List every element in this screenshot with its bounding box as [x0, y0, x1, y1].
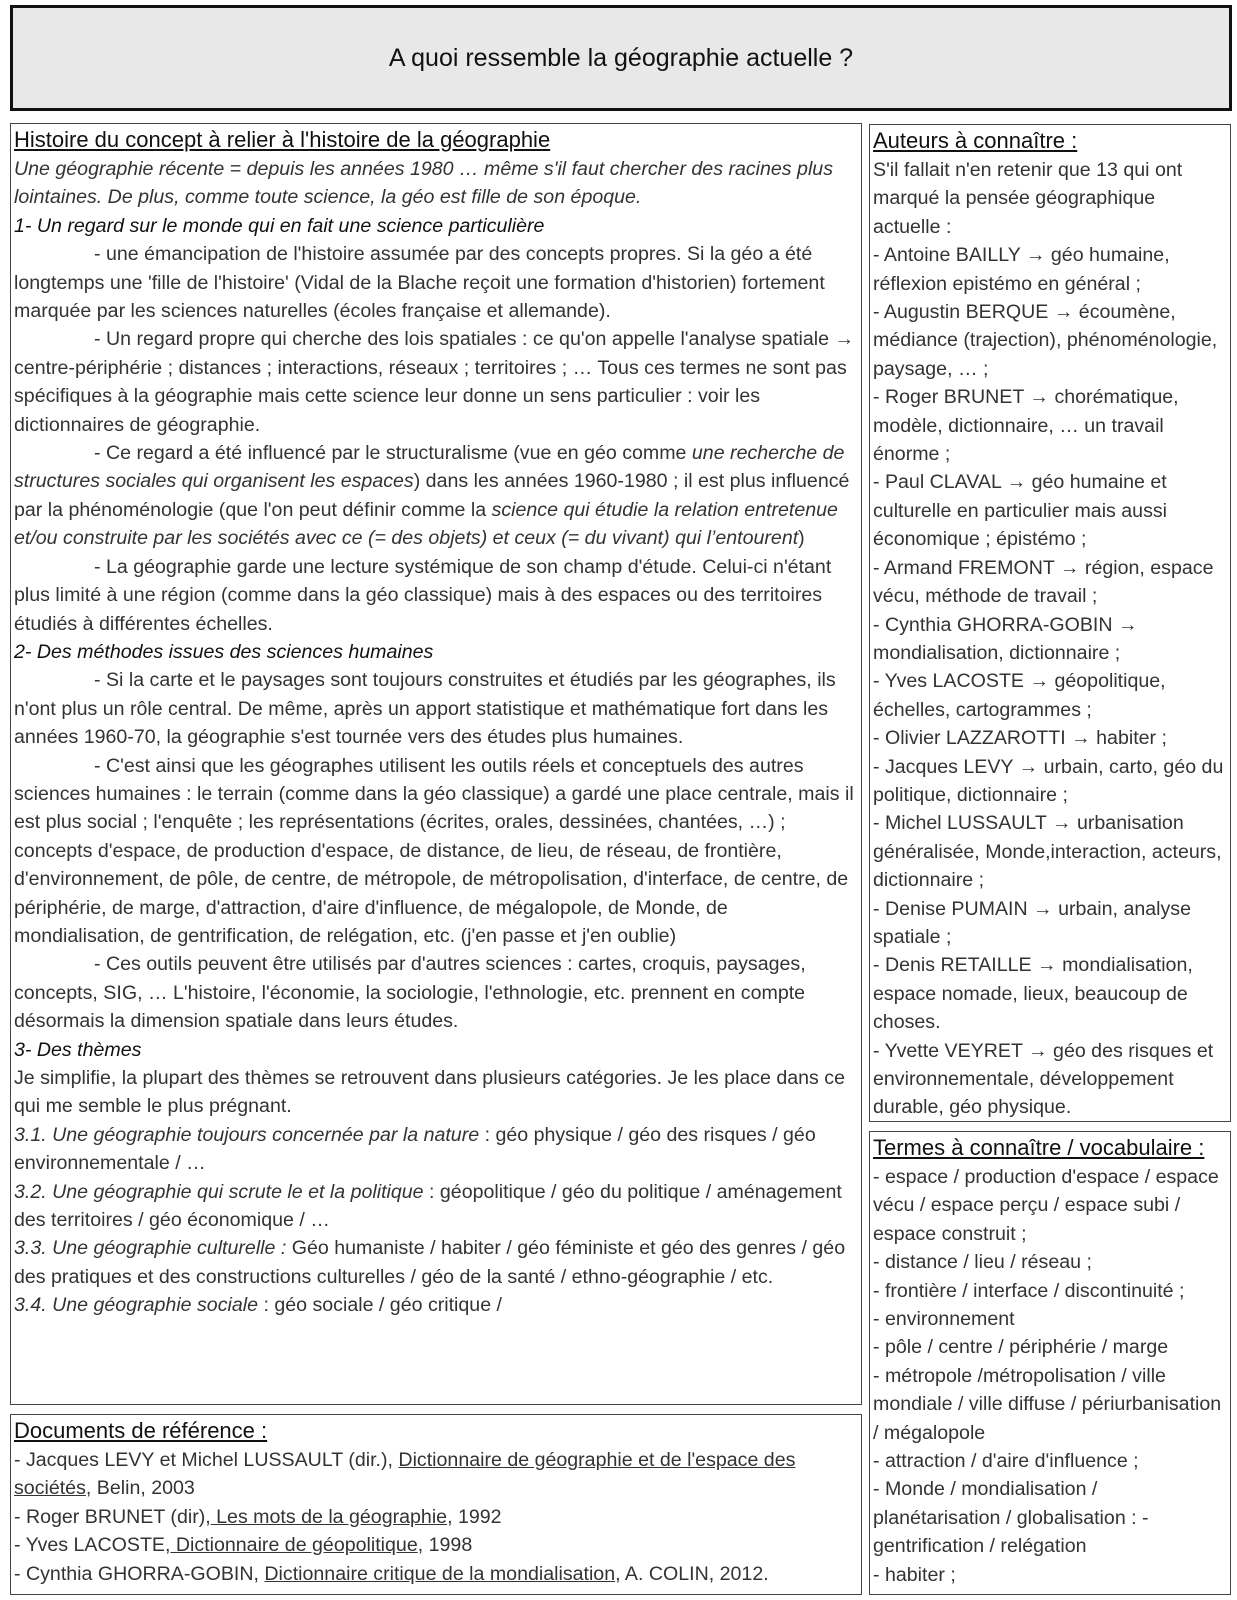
author-item: - Yves LACOSTE → géopolitique, échelles, cartogrammes ; — [873, 670, 1166, 721]
reference-item — [14, 1531, 858, 1559]
reference-item — [14, 1560, 858, 1588]
theme-label: 3.3. Une géographie culturelle : — [14, 1237, 287, 1260]
term-item: - attraction / d'aire d'influence ; — [873, 1450, 1139, 1473]
term-item: - distance / lieu / réseau ; — [873, 1251, 1092, 1274]
theme-item — [14, 1291, 858, 1319]
section-1-title: 1- Un regard sur le monde qui en fait une science particulière — [14, 214, 545, 237]
term-item: - frontière / interface / discontinuité ; — [873, 1279, 1185, 1302]
reference-author: - Jacques LEVY et Michel LUSSAULT (dir.), — [14, 1449, 399, 1471]
term-item: - pôle / centre / périphérie / marge — [873, 1336, 1169, 1359]
terms-heading: Termes à connaître / vocabulaire : — [873, 1135, 1205, 1160]
reference-item — [14, 1503, 858, 1531]
reference-title: Dictionnaire critique de la mondialisation — [264, 1562, 616, 1585]
theme-text: : géo sociale / géo critique / — [258, 1294, 502, 1317]
references-panel — [10, 1414, 862, 1595]
author-item: - Denise PUMAIN → urbain, analyse spatiale ; — [873, 897, 1191, 948]
theme-item — [14, 1234, 858, 1291]
author-item: - Roger BRUNET → chorématique, modèle, dictionnaire, … un travail énorme ; — [873, 386, 1179, 466]
term-item: - environnement — [873, 1308, 1015, 1331]
p3-part-d: science qui étudie la relation entretenue et/ou construite par les sociétés avec ce (= des objets) et ceux (= du vivant) qui l’entourent — [14, 498, 838, 550]
references-heading: Documents de référence : — [14, 1418, 268, 1443]
p3-part-c: ) dans les années 1960-1980 ; il est plus influencé par la phénoménologie (que l'on peut définir comme la — [14, 470, 850, 521]
authors-intro: S'il fallait n'en retenir que 13 qui ont marqué la pensée géographique actuelle : — [873, 159, 1183, 238]
section-2-paragraph-3: - Ces outils peuvent être utilisés par d'autres sciences : cartes, croquis, paysages, concepts, SIG, … L'histoire, l'économie, la sociologie, l'ethnologie, etc. prennent en compte désormais la dimension spatiale dans leurs études. — [14, 953, 806, 1033]
reference-details: , 1998 — [417, 1534, 473, 1557]
term-item: - métropole /métropolisation / ville mondiale / ville diffuse / périurbanisation / mégalopole — [873, 1364, 1222, 1444]
author-item: - Jacques LEVY → urbain, carto, géo du politique, dictionnaire ; — [873, 755, 1224, 806]
section-1-paragraph-2: - Un regard propre qui cherche des lois spatiales : ce qu'on appelle l'analyse spatiale → centre-périphérie ; distances ; interactions, réseaux ; territoires ; … Tous ces termes ne sont pas spécifiques à la géographie mais cette science leur donne un sens particulier : voir les dictionnaires de géographie. — [14, 328, 855, 436]
theme-item — [14, 1121, 858, 1178]
section-2-paragraph-1: - Si la carte et le paysages sont toujours construites et étudiés par les géographes, ils n'ont plus un rôle central. De même, après un apport statistique et mathématique fort dans les années 1960-70, la géographie s'est tournée vers des études plus humaines. — [14, 669, 836, 749]
author-item: - Yvette VEYRET → géo des risques et environnementale, développement durable, géo physique. — [873, 1039, 1214, 1119]
section-3-intro: Je simplifie, la plupart des thèmes se retrouvent dans plusieurs catégories. Je les place dans ce qui me semble le plus prégnant. — [14, 1067, 845, 1118]
theme-text: : géo physique / géo des risques / géo environnementale / … — [14, 1123, 816, 1175]
author-item: - Denis RETAILLE → mondialisation, espace nomade, lieux, beaucoup de choses. — [873, 954, 1193, 1034]
reference-item — [14, 1446, 858, 1503]
theme-label: 3.1. Une géographie toujours concernée par la nature — [14, 1123, 480, 1146]
reference-details: , 1992 — [447, 1505, 502, 1528]
p3-part-a: - Ce regard a été influencé par le structuralisme (vue en géo comme — [94, 442, 692, 465]
section-1-paragraph-3 — [14, 439, 858, 553]
intro-text: Une géographie récente = depuis les années 1980 … même s'il faut chercher des racines plus lointaines. De plus, comme toute science, la géo est fille de son époque. — [14, 158, 833, 209]
section-2-title: 2- Des méthodes issues des sciences humaines — [14, 640, 434, 663]
author-item: - Cynthia GHORRA-GOBIN → mondialisation, dictionnaire ; — [873, 613, 1138, 664]
reference-details: , A. COLIN, 2012. — [615, 1562, 769, 1585]
authors-heading: Auteurs à connaître : — [873, 128, 1078, 153]
reference-details: , Belin, 2003 — [85, 1477, 195, 1500]
main-panel — [10, 123, 862, 1405]
term-item: - habiter ; — [873, 1563, 956, 1586]
theme-item — [14, 1178, 858, 1235]
reference-author: - Yves LACOSTE, — [14, 1534, 171, 1557]
author-item: - Paul CLAVAL → géo humaine et culturelle en particulier mais aussi économique ; épistémo ; — [873, 471, 1168, 551]
section-2-paragraph-2: - C'est ainsi que les géographes utilisent les outils réels et conceptuels des autres sciences humaines : le terrain (comme dans la géo classique) a gardé une place centrale, mais il est plus social ; l'enquête ; les représentations (écrites, orales, dessinées, chantées, …) ; concepts d'espace, de production d'espace, de distance, de lieu, de réseau, de frontière, d'environnement, de pôle, de centre, de métropole, de métropolisation, d'interface, de centre, de périphérie, de marge, d'attraction, d'aire d'influence, de mégalopole, de Monde, de mondialisation, de gentrification, de relégation, etc. (j'en passe et j'en oublie) — [14, 754, 854, 947]
reference-author: - Cynthia GHORRA-GOBIN, — [14, 1562, 265, 1585]
page-title: A quoi ressemble la géographie actuelle ? — [388, 43, 854, 72]
author-item: - Antoine BAILLY → géo humaine, réflexion epistémo en général ; — [873, 244, 1170, 295]
author-item: - Michel LUSSAULT → urbanisation généralisée, Monde,interaction, acteurs, dictionnaire ; — [873, 812, 1222, 892]
theme-text: Géo humaniste / habiter / géo féministe et géo des genres / géo des pratiques et des constructions culturelles / géo de la santé / ethno-géographie / etc. — [14, 1237, 846, 1288]
terms-panel — [869, 1131, 1231, 1595]
reference-author: - Roger BRUNET (dir), — [14, 1505, 211, 1528]
section-1-paragraph-1: - une émancipation de l'histoire assumée par des concepts propres. Si la géo a été longtemps une 'fille de l'histoire' (Vidal de la Blache reçoit une formation d'historien) fortement marquée par les sciences naturelles (écoles française et allemande). — [14, 243, 825, 323]
reference-title: Les mots de la géographie — [210, 1505, 448, 1528]
reference-title: Dictionnaire de géopolitique — [170, 1534, 418, 1557]
reference-title: Dictionnaire de géographie et de l'espace des sociétés — [14, 1449, 796, 1500]
author-item: - Olivier LAZZAROTTI → habiter ; — [873, 727, 1167, 750]
author-item: - Augustin BERQUE → écoumène, médiance (trajection), phénoménologie, paysage, … ; — [873, 301, 1218, 380]
section-3-title: 3- Des thèmes — [14, 1038, 142, 1061]
authors-panel — [869, 124, 1231, 1122]
section-1-paragraph-4: - La géographie garde une lecture systémique de son champ d'étude. Celui-ci n'étant plus limité à une région (comme dans la géo classique) mais à des espaces ou des territoires étudiés à différentes échelles. — [14, 555, 832, 635]
theme-label: 3.2. Une géographie qui scrute le et la politique — [14, 1180, 424, 1203]
p3-part-b: une recherche de structures sociales qui organisent les espaces — [14, 442, 845, 493]
term-item: - Monde / mondialisation / planétarisation / globalisation : - gentrification / relégation — [873, 1478, 1149, 1558]
author-item: - Armand FREMONT → région, espace vécu, méthode de travail ; — [873, 556, 1214, 608]
theme-label: 3.4. Une géographie sociale — [14, 1294, 259, 1317]
main-heading: Histoire du concept à relier à l'histoire de la géographie — [14, 127, 551, 152]
theme-text: : géopolitique / géo du politique / aménagement des territoires / géo économique / … — [14, 1180, 842, 1232]
p3-part-e: ) — [798, 527, 805, 550]
title-box — [10, 5, 1232, 111]
term-item: - espace / production d'espace / espace vécu / espace perçu / espace subi / espace construit ; — [873, 1166, 1219, 1245]
